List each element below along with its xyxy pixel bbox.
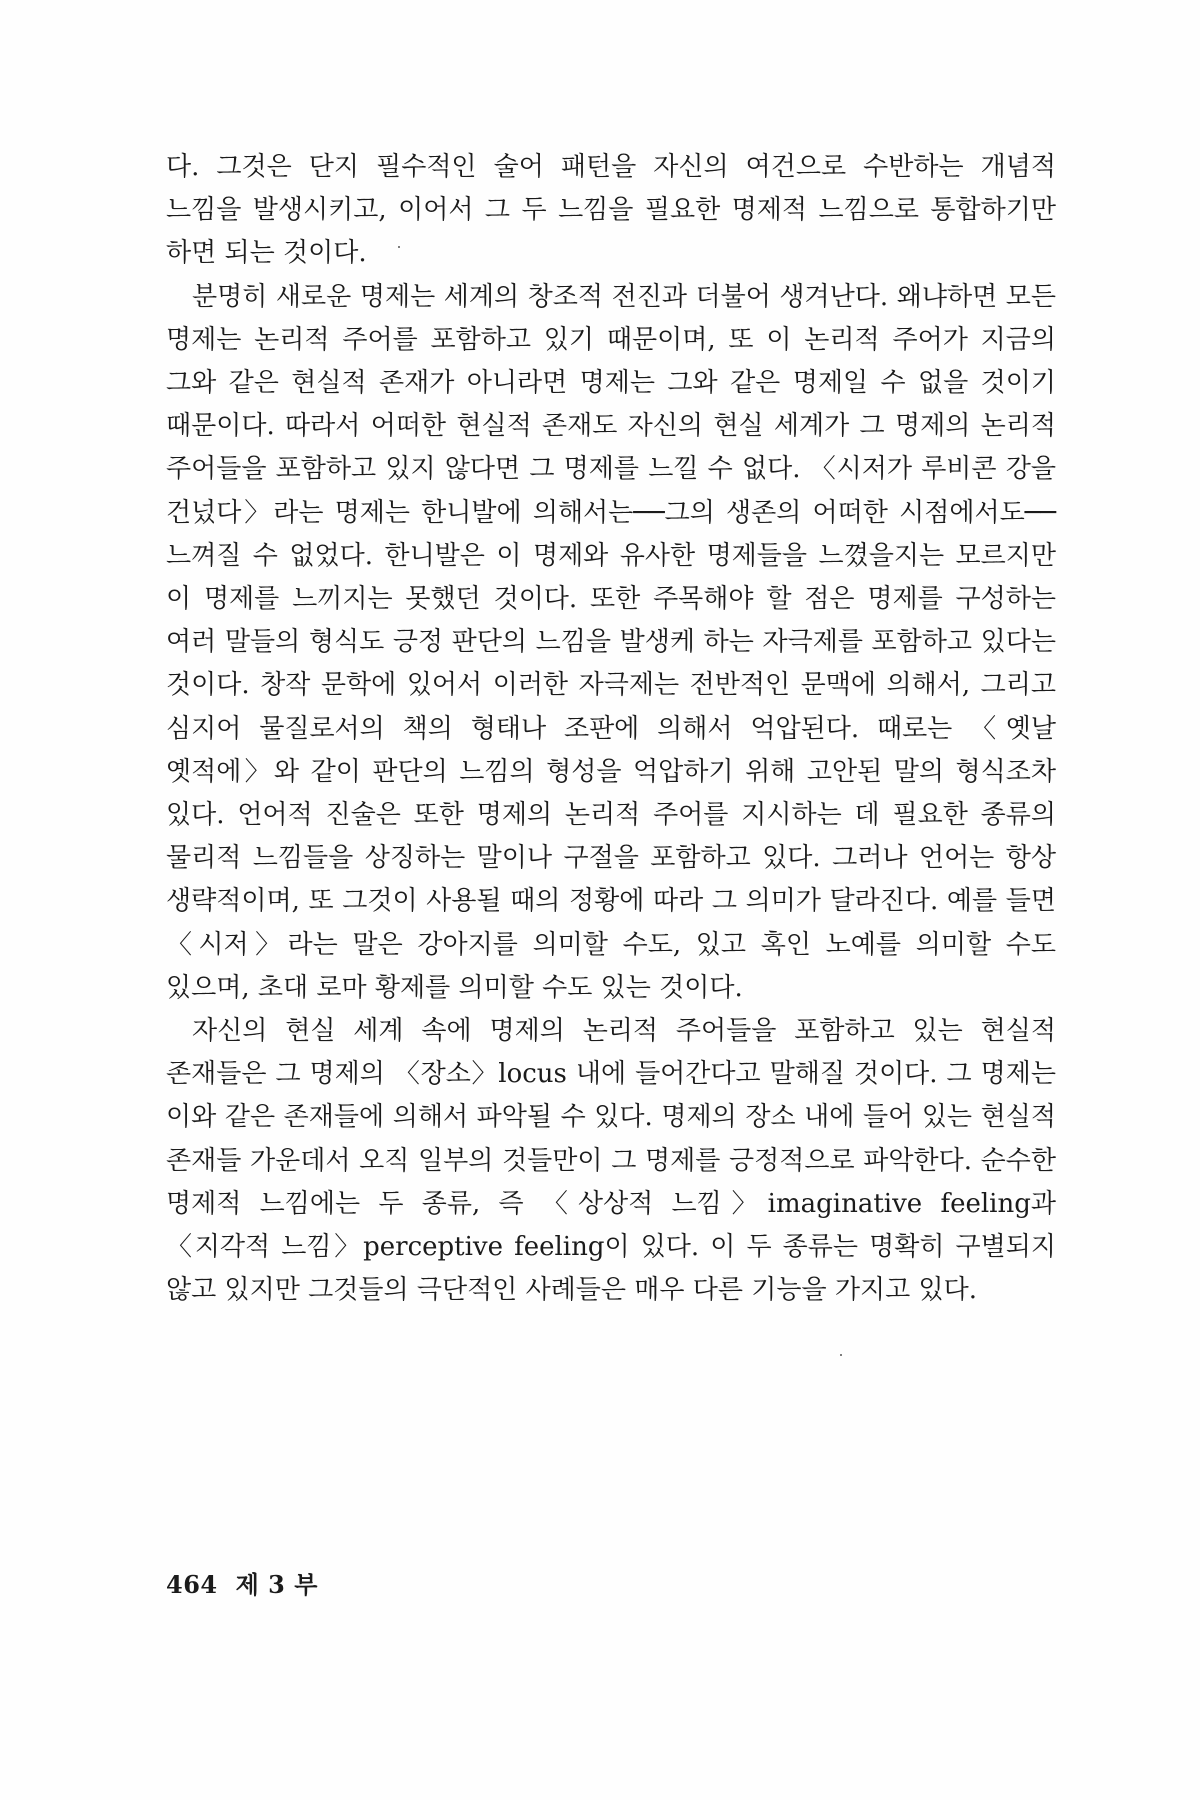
page-footer	[166, 1565, 318, 1600]
section-label: 제 3 부	[235, 1570, 318, 1599]
paragraph: 분명히 새로운 명제는 세계의 창조적 전진과 더불어 생겨난다. 왜냐하면 모든 명제는 논리적 주어를 포함하고 있기 때문이며, 또 이 논리적 주어가 지금의 그와 같은 현실적 존재가 아니라면 명제는 그와 같은 명제일 수 없을 것이기 때문이다. 따라서 어떠한 현실적 존재도 자신의 현실 세계가 그 명제의 논리적 주어들을 포함하고 있지 않다면 그 명제를 느낄 수 없다. 〈시저가 루비콘 강을 건넜다〉라는 명제는 한니발에 의해서는──그의 생존의 어떠한 시점에서도──느껴질 수 없었다. 한니발은 이 명제와 유사한 명제들을 느꼈을지는 모르지만 이 명제를 느끼지는 못했던 것이다. 또한 주목해야 할 점은 명제를 구성하는 여러 말들의 형식도 긍정 판단의 느낌을 발생케 하는 자극제를 포함하고 있다는 것이다. 창작 문학에 있어서 이러한 자극제는 전반적인 문맥에 의해서, 그리고 심지어 물질로서의 책의 형태나 조판에 의해서 억압된다. 때로는 〈옛날 옛적에〉와 같이 판단의 느낌의 형성을 억압하기 위해 고안된 말의 형식조차 있다. 언어적 진술은 또한 명제의 논리적 주어를 지시하는 데 필요한 종류의 물리적 느낌들을 상징하는 말이나 구절을 포함하고 있다. 그러나 언어는 항상 생략적이며, 또 그것이 사용될 때의 정황에 따라 그 의미가 달라진다. 예를 들면 〈시저〉라는 말은 강아지를 의미할 수도, 있고 혹인 노예를 의미할 수도 있으며, 초대 로마 황제를 의미할 수도 있는 것이다.	[166, 281, 1057, 1003]
print-speck	[398, 246, 400, 248]
paragraph: 자신의 현실 세계 속에 명제의 논리적 주어들을 포함하고 있는 현실적 존재들은 그 명제의 〈장소〉locus 내에 들어간다고 말해질 것이다. 그 명제는 이와 같은 존재들에 의해서 파악될 수 있다. 명제의 장소 내에 들어 있는 현실적 존재들 가운데서 오직 일부의 것들만이 그 명제를 긍정적으로 파악한다. 순수한 명제적 느낌에는 두 종류, 즉 〈상상적 느낌〉imaginative feeling과 〈지각적 느낌〉perceptive feeling이 있다. 이 두 종류는 명확히 구별되지 않고 있지만 그것들의 극단적인 사례들은 매우 다른 기능을 가지고 있다.	[166, 1016, 1056, 1306]
paragraph-continued: 다. 그것은 단지 필수적인 술어 패턴을 자신의 여건으로 수반하는 개념적 느낌을 발생시키고, 이어서 그 두 느낌을 필요한 명제적 느낌으로 통합하기만 하면 되는 것이다.	[166, 152, 1056, 269]
page-number: 464	[166, 1570, 218, 1599]
print-speck	[840, 1354, 842, 1356]
body-text	[166, 146, 1056, 1312]
